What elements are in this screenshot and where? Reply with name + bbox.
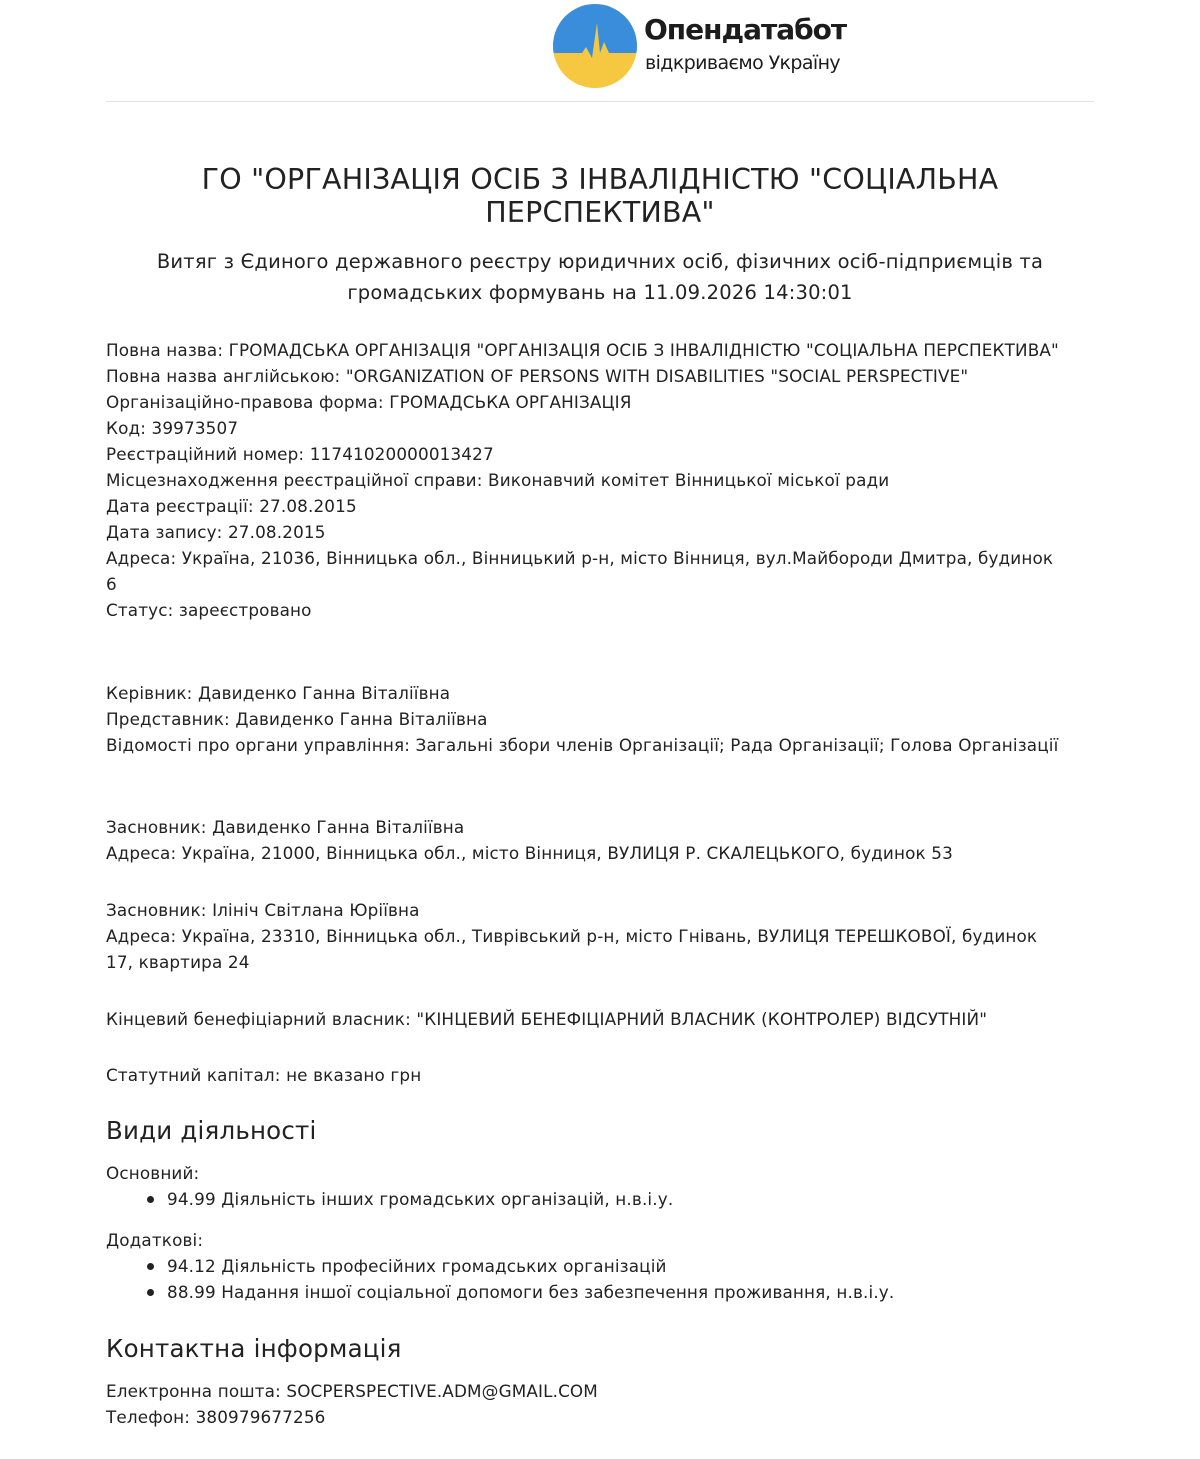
founder-address-label: Адреса: — [106, 843, 177, 863]
detail-registration-number — [106, 441, 1066, 467]
activity-item: 94.12 Діяльність професійних громадських організацій — [167, 1253, 1066, 1279]
management-section — [106, 680, 1066, 758]
founder-value: Ілініч Світлана Юріївна — [212, 900, 420, 920]
detail-value: ГРОМАДСЬКА ОРГАНІЗАЦІЯ — [389, 392, 632, 412]
management-head — [106, 680, 1066, 706]
founder-value: Давиденко Ганна Віталіївна — [212, 817, 465, 837]
detail-status — [106, 597, 1066, 623]
founder-name — [106, 897, 1066, 923]
detail-value: Виконавчий комітет Вінницької міської ради — [488, 470, 890, 490]
management-label: Відомості про органи управління: — [106, 735, 411, 755]
email-value[interactable]: SOCPERSPECTIVE.ADM@GMAIL.COM — [286, 1381, 598, 1401]
activities-main-label: Основний: — [106, 1163, 200, 1183]
phone-value[interactable]: 380979677256 — [195, 1407, 326, 1427]
brand-name: Опендатабот — [644, 13, 847, 46]
detail-label: Організаційно-правова форма: — [106, 392, 384, 412]
founder-address — [106, 840, 1066, 866]
beneficiary-label: Кінцевий бенефіціарний власник: — [106, 1009, 411, 1029]
detail-english-name — [106, 363, 1066, 389]
detail-value: 39973507 — [151, 418, 239, 438]
founder-label: Засновник: — [106, 817, 207, 837]
page-title: ГО "ОРГАНІЗАЦІЯ ОСІБ З ІНВАЛІДНІСТЮ "СОЦІАЛЬНА ПЕРСПЕКТИВА" — [201, 163, 999, 229]
detail-label: Повна назва англійською: — [106, 366, 341, 386]
contact-email — [106, 1378, 1066, 1404]
detail-full-name — [106, 337, 1066, 363]
management-label: Керівник: — [106, 683, 193, 703]
detail-label: Повна назва: — [106, 340, 224, 360]
detail-label: Статус: — [106, 600, 174, 620]
capital-value: не вказано грн — [286, 1065, 422, 1085]
activity-item: 94.99 Діяльність інших громадських організацій, н.в.і.у. — [167, 1186, 1066, 1212]
detail-value: 11741020000013427 — [309, 444, 494, 464]
beneficiary-value: "КІНЦЕВИЙ БЕНЕФІЦІАРНИЙ ВЛАСНИК (КОНТРОЛЕР) ВІДСУТНІЙ" — [416, 1009, 988, 1029]
detail-label: Дата запису: — [106, 522, 223, 542]
page-subtitle: Витяг з Єдиного державного реєстру юридичних осіб, фізичних осіб-підприємців та громадських формувань на 11.09.2026 14:30:01 — [156, 250, 1044, 304]
contact-phone — [106, 1404, 1066, 1430]
activity-item: 88.99 Надання іншої соціальної допомоги без забезпечення проживання, н.в.і.у. — [167, 1279, 1066, 1305]
detail-value: 27.08.2015 — [227, 522, 326, 542]
brand-tagline: відкриваємо Україну — [645, 52, 841, 74]
management-representative — [106, 706, 1066, 732]
contacts-section — [106, 1378, 1066, 1430]
detail-label: Реєстраційний номер: — [106, 444, 305, 464]
detail-registration-date — [106, 493, 1066, 519]
detail-value: зареєстровано — [178, 600, 312, 620]
contacts-heading: Контактна інформація — [106, 1334, 402, 1363]
detail-label: Дата реєстрації: — [106, 496, 254, 516]
registry-details — [106, 337, 1066, 623]
founder-address — [106, 923, 1066, 975]
management-value: Давиденко Ганна Віталіївна — [235, 709, 488, 729]
detail-address — [106, 545, 1066, 597]
brand-logo[interactable] — [552, 2, 862, 90]
activities-main-list — [106, 1186, 1066, 1212]
founder-address-value: Україна, 21000, Вінницька обл., місто Вінниця, ВУЛИЦЯ Р. СКАЛЕЦЬКОГО, будинок 53 — [181, 843, 953, 863]
logo-emblem-icon — [552, 2, 640, 90]
activities-heading: Види діяльності — [106, 1116, 317, 1145]
email-label: Електронна пошта: — [106, 1381, 281, 1401]
beneficiary-section — [106, 1006, 1066, 1032]
phone-label: Телефон: — [106, 1407, 191, 1427]
founder-address-label: Адреса: — [106, 926, 177, 946]
management-value: Давиденко Ганна Віталіївна — [197, 683, 451, 703]
management-value: Загальні збори членів Організації; Рада Організації; Голова Організації — [415, 735, 1059, 755]
activities-additional-label: Додаткові: — [106, 1230, 204, 1250]
founder-block — [106, 897, 1066, 975]
activities-additional — [106, 1227, 1066, 1305]
founder-block — [106, 814, 1066, 866]
page-header — [106, 0, 1094, 102]
activities-main — [106, 1160, 1066, 1212]
detail-code — [106, 415, 1066, 441]
detail-value: ГРОМАДСЬКА ОРГАНІЗАЦІЯ "ОРГАНІЗАЦІЯ ОСІБ З ІНВАЛІДНІСТЮ "СОЦІАЛЬНА ПЕРСПЕКТИВА" — [228, 340, 1059, 360]
detail-value: 27.08.2015 — [259, 496, 357, 516]
founder-address-value: Україна, 23310, Вінницька обл., Тиврівський р-н, місто Гнівань, ВУЛИЦЯ ТЕРЕШКОВОЇ, будинок 17, квартира 24 — [106, 926, 1038, 972]
management-bodies — [106, 732, 1066, 758]
activities-additional-list — [106, 1253, 1066, 1305]
capital-section — [106, 1062, 1066, 1088]
detail-value: "ORGANIZATION OF PERSONS WITH DISABILITIES "SOCIAL PERSPECTIVE" — [345, 366, 969, 386]
capital-label: Статутний капітал: — [106, 1065, 281, 1085]
management-label: Представник: — [106, 709, 230, 729]
founder-name — [106, 814, 1066, 840]
detail-label: Адреса: — [106, 548, 177, 568]
detail-label: Місцезнаходження реєстраційної справи: — [106, 470, 483, 490]
detail-legal-form — [106, 389, 1066, 415]
detail-record-date — [106, 519, 1066, 545]
detail-label: Код: — [106, 418, 147, 438]
founder-label: Засновник: — [106, 900, 207, 920]
detail-case-location — [106, 467, 1066, 493]
detail-value: Україна, 21036, Вінницька обл., Вінницький р-н, місто Вінниця, вул.Майбороди Дмитра, будинок 6 — [106, 548, 1054, 594]
